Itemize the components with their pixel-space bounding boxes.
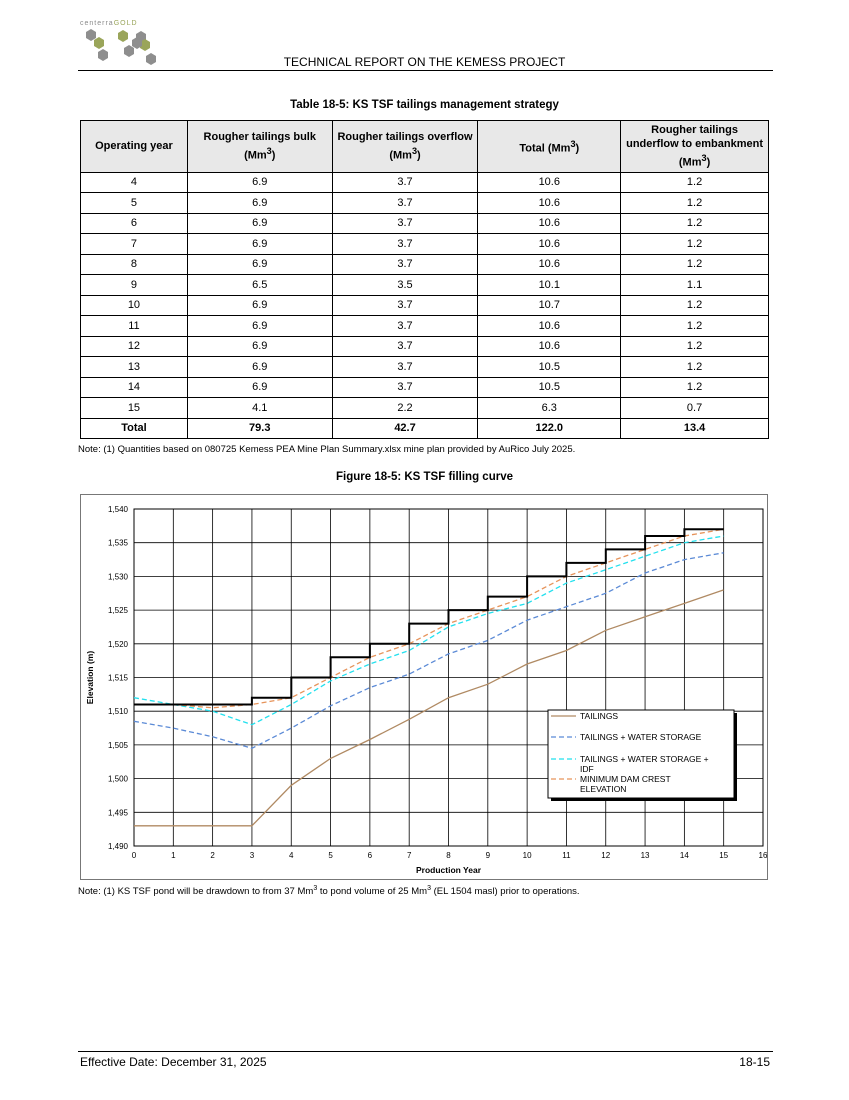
table-total-cell: Total (81, 418, 188, 439)
table-cell: 10.5 (478, 377, 621, 398)
y-tick-label: 1,535 (107, 538, 128, 548)
table-note: Note: (1) Quantities based on 080725 Kemess PEA Mine Plan Summary.xlsx mine plan provided by AuRico July 2025. (78, 444, 576, 455)
x-tick-label: 7 (406, 851, 412, 860)
x-tick-label: 10 (522, 851, 532, 860)
table-cell: 10.6 (478, 336, 621, 357)
x-tick-label: 0 (131, 851, 137, 860)
x-tick-label: 9 (485, 851, 491, 860)
table-cell: 6.9 (187, 172, 332, 193)
table-cell: 0.7 (621, 398, 769, 419)
table-cell: 4.1 (187, 398, 332, 419)
logo-wordmark: centerraGOLD (80, 20, 138, 27)
chart-svg (81, 495, 769, 881)
table-cell: 6.9 (187, 193, 332, 214)
x-tick-label: 13 (640, 851, 650, 860)
table-header-row (81, 121, 769, 173)
table-cell: 10.6 (478, 254, 621, 275)
table-cell: 6.9 (187, 377, 332, 398)
table-row (81, 254, 769, 275)
table-cell: 6.5 (187, 275, 332, 296)
x-tick-label: 5 (328, 851, 333, 860)
x-tick-label: 4 (289, 851, 294, 860)
table-cell: 1.2 (621, 377, 769, 398)
table-cell: 12 (81, 336, 188, 357)
table-cell: 2.2 (332, 398, 478, 419)
table-row (81, 316, 769, 337)
y-tick-label: 1,500 (107, 774, 128, 784)
table-cell: 3.7 (332, 234, 478, 255)
table-cell: 1.2 (621, 295, 769, 316)
table-cell: 1.2 (621, 336, 769, 357)
table-cell: 10.6 (478, 172, 621, 193)
legend-label: TAILINGS + WATER STORAGE + (580, 754, 709, 764)
table-cell: 10.6 (478, 193, 621, 214)
table-row (81, 357, 769, 378)
y-tick-label: 1,510 (107, 707, 128, 717)
figure-note: Note: (1) KS TSF pond will be drawdown to from 37 Mm$^3$ to pond volume of 25 Mm$^3$ (EL 1504 masl) prior to operations. (78, 885, 580, 898)
y-tick-label: 1,540 (107, 505, 128, 514)
table-row (81, 234, 769, 255)
table-cell: 6.9 (187, 254, 332, 275)
table-cell: 3.7 (332, 295, 478, 316)
x-tick-label: 6 (367, 851, 373, 860)
table-cell: 5 (81, 193, 188, 214)
table-caption: Table 18-5: KS TSF tailings management strategy (290, 99, 559, 111)
table-cell: 1.2 (621, 357, 769, 378)
x-tick-label: 2 (210, 851, 215, 860)
page-number: 18-15 (739, 1055, 770, 1069)
x-tick-label: 11 (562, 851, 571, 860)
table-cell: 15 (81, 398, 188, 419)
footer-divider (78, 1051, 773, 1052)
table-cell: 10.6 (478, 316, 621, 337)
table-cell: 6 (81, 213, 188, 234)
table-row (81, 193, 769, 214)
table-cell: 1.2 (621, 254, 769, 275)
table-cell: 6.9 (187, 316, 332, 337)
table-cell: 10.5 (478, 357, 621, 378)
table-cell: 10 (81, 295, 188, 316)
table-cell: 3.7 (332, 193, 478, 214)
table-cell: 6.3 (478, 398, 621, 419)
y-tick-label: 1,530 (107, 572, 128, 582)
table-total-cell: 42.7 (332, 418, 478, 439)
table-cell: 13 (81, 357, 188, 378)
table-cell: 10.1 (478, 275, 621, 296)
table-total-cell: 79.3 (187, 418, 332, 439)
effective-date: Effective Date: December 31, 2025 (80, 1055, 267, 1069)
table-cell: 1.2 (621, 234, 769, 255)
y-tick-label: 1,490 (107, 842, 128, 851)
y-tick-label: 1,520 (107, 639, 128, 649)
legend-label: IDF (580, 764, 594, 774)
x-tick-label: 16 (758, 851, 768, 860)
table-cell: 4 (81, 172, 188, 193)
x-tick-label: 1 (171, 851, 176, 860)
table-row (81, 213, 769, 234)
table-cell: 3.5 (332, 275, 478, 296)
table-row (81, 172, 769, 193)
y-axis-label: Elevation (m) (85, 650, 95, 705)
header-rougher-bulk: Rougher tailings bulk (Mm$^3$) (187, 121, 332, 173)
table-total-cell: 13.4 (621, 418, 769, 439)
table-cell: 3.7 (332, 316, 478, 337)
table-cell: 1.2 (621, 213, 769, 234)
x-tick-label: 15 (719, 851, 729, 860)
table-cell: 10.7 (478, 295, 621, 316)
filling-curve-chart (80, 494, 768, 880)
tailings-table (80, 120, 769, 439)
figure-caption: Figure 18-5: KS TSF filling curve (335, 471, 513, 483)
table-row (81, 398, 769, 419)
table-cell: 3.7 (332, 377, 478, 398)
header-total: Total (Mm$^3$) (478, 121, 621, 173)
table-cell: 9 (81, 275, 188, 296)
table-cell: 3.7 (332, 357, 478, 378)
table-cell: 3.7 (332, 172, 478, 193)
y-tick-label: 1,515 (107, 673, 128, 683)
table-total-row (81, 418, 769, 439)
table-row (81, 377, 769, 398)
table-cell: 6.9 (187, 357, 332, 378)
header-operating-year: Operating year (81, 121, 188, 173)
header-rougher-underflow: Rougher tailings underflow to embankment (Mm$^3$) (621, 121, 769, 173)
table-cell: 1.2 (621, 172, 769, 193)
header-rougher-overflow: Rougher tailings overflow (Mm$^3$) (332, 121, 478, 173)
table-cell: 1.2 (621, 193, 769, 214)
x-tick-label: 3 (249, 851, 255, 860)
y-tick-label: 1,505 (107, 740, 128, 750)
table-cell: 6.9 (187, 336, 332, 357)
table-cell: 3.7 (332, 213, 478, 234)
legend-label: TAILINGS (580, 711, 619, 721)
table-row (81, 275, 769, 296)
table-row (81, 295, 769, 316)
table-cell: 7 (81, 234, 188, 255)
table-cell: 6.9 (187, 295, 332, 316)
x-tick-label: 14 (679, 851, 689, 860)
report-title: TECHNICAL REPORT ON THE KEMESS PROJECT (283, 55, 566, 69)
table-total-cell: 122.0 (478, 418, 621, 439)
table-cell: 11 (81, 316, 188, 337)
x-tick-label: 12 (601, 851, 611, 860)
header-divider (78, 70, 773, 71)
y-tick-label: 1,525 (107, 606, 128, 616)
legend-label: MINIMUM DAM CREST (580, 774, 671, 784)
table-cell: 10.6 (478, 213, 621, 234)
table-cell: 8 (81, 254, 188, 275)
table-cell: 10.6 (478, 234, 621, 255)
legend-label: TAILINGS + WATER STORAGE (580, 732, 702, 742)
legend-label: ELEVATION (580, 784, 627, 794)
table-cell: 3.7 (332, 254, 478, 275)
table-cell: 1.1 (621, 275, 769, 296)
table-row (81, 336, 769, 357)
x-tick-label: 8 (446, 851, 451, 860)
table-cell: 3.7 (332, 336, 478, 357)
table-cell: 6.9 (187, 234, 332, 255)
table-cell: 6.9 (187, 213, 332, 234)
table-cell: 1.2 (621, 316, 769, 337)
y-tick-label: 1,495 (107, 808, 128, 818)
x-axis-label: Production Year (415, 865, 482, 875)
table-cell: 14 (81, 377, 188, 398)
